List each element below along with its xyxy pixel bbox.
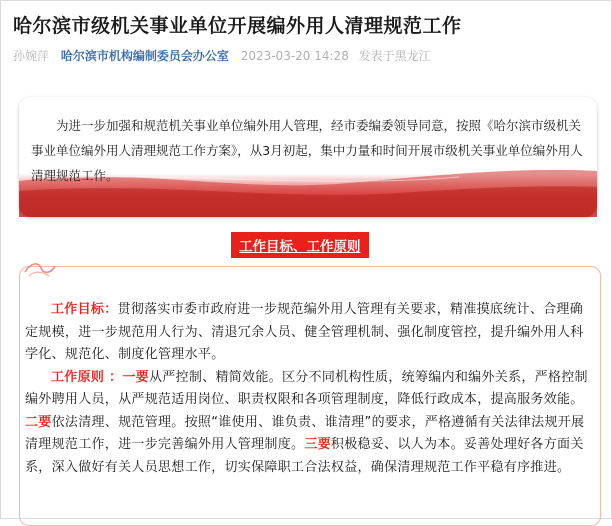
article-meta (13, 47, 431, 64)
goal-paragraph (25, 299, 595, 367)
principle-3-label: 三要 (304, 437, 331, 452)
section-heading: 工作目标、工作原则 (231, 232, 369, 258)
goal-label: 工作目标： (51, 302, 118, 317)
swirl-decoration-icon (23, 258, 57, 280)
publish-source: 发表于黑龙江 (358, 49, 431, 63)
intro-paragraph: 为进一步加强和规范机关事业单位编外用人管理，经市委编委领导同意，按照《哈尔滨市级机关事业单位编外用人清理规范工作方案》，从3月初起，集中力量和时间开展市级机关事业单位编外用人清理规范工作。 (31, 118, 583, 183)
publish-date: 2023-03-20 14:28 (240, 49, 349, 63)
principle-paragraph (25, 367, 595, 480)
author-name[interactable]: 孙婉萍 (13, 49, 50, 63)
principle-3-text: 积极稳妥、以人为本。妥善处理好各方面关系，深入做好有关人员思想工作，切实保障职工合法权益，确保清理规范工作平稳有序推进。 (25, 437, 584, 475)
goals-content (25, 299, 595, 479)
principle-label: 工作原则 ： (51, 369, 123, 385)
principle-1-text: 从严控制、精简效能。区分不同机构性质，统筹编内和编外关系，严格控制编外聘用人员，从严规范适用岗位、职责权限和各项管理制度，降低行政成本，提高服务效能。 (25, 369, 588, 407)
org-link[interactable]: 哈尔滨市机构编制委员会办公室 (60, 49, 229, 63)
article-title: 哈尔滨市级机关事业单位开展编外用人清理规范工作 (13, 15, 462, 37)
goal-text: 贯彻落实市委市政府进一步规范编外用人管理有关要求，精准摸底统计、合理确定规模，进一步规范用人行为、清退冗余人员、健全管理机制、强化制度管控，提升编外用人科学化、规范化、制度化管理水平。 (25, 302, 584, 362)
principle-2-text: 依法清理、规范管理。按照“谁使用、谁负责、谁清理”的要求，严格遵循有关法律法规开展清理规范工作，进一步完善编外用人管理制度。 (25, 414, 585, 452)
principle-2-label: 二要 (25, 414, 52, 430)
principle-1-label: 一要 (122, 369, 149, 385)
